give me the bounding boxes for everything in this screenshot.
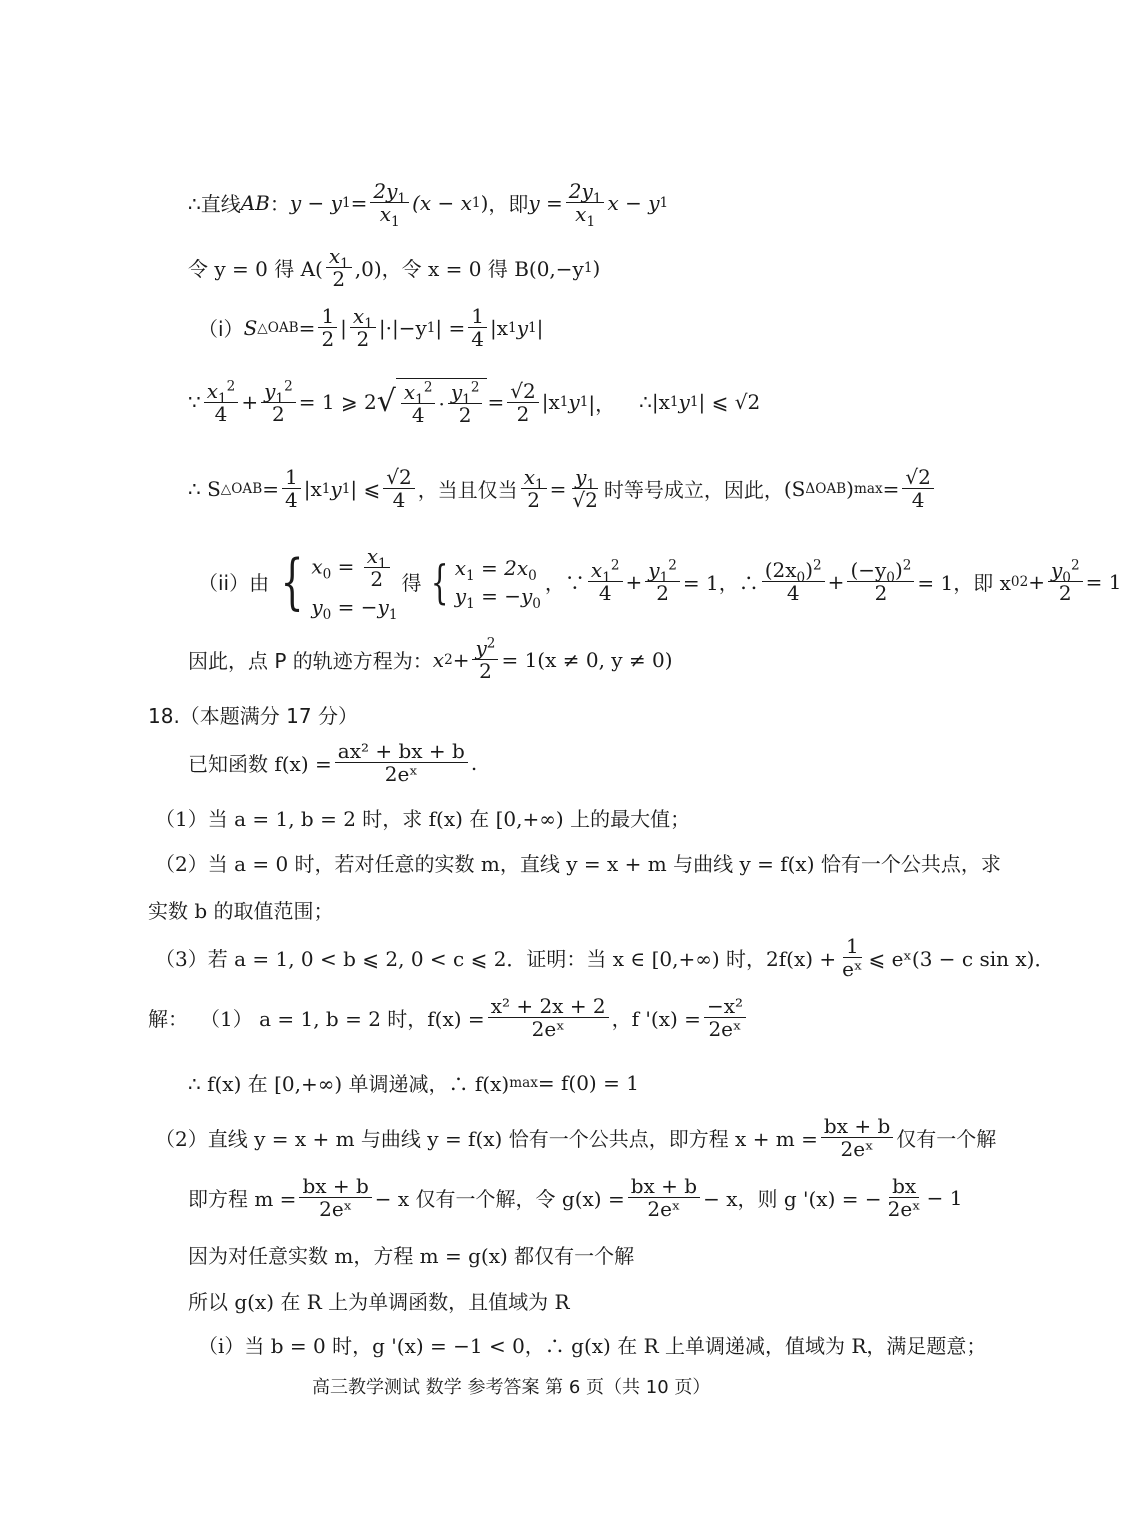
text: 0 (528, 567, 537, 584)
text: − x 仅有一个解，令 g(x) = (374, 1187, 625, 1212)
text: = f(0) = 1 (537, 1070, 639, 1095)
text: （1）当 a = 1, b = 2 时，求 f(x) 在 [0,+∞) 上的最大值； (155, 807, 691, 831)
text: ∴|x (639, 390, 670, 415)
solution-part2-line2 (188, 1175, 963, 1221)
text: x (575, 202, 587, 227)
text: 1 (388, 606, 398, 623)
text: ) (592, 255, 601, 280)
solution-part1 (148, 995, 749, 1041)
fraction (762, 559, 825, 605)
text: 2 (321, 327, 335, 352)
line-am-gm-inequality: ∵ $\frac{x_1^2}{4}$ + $\frac{y_1^2}{2}$ = 1 ⩾ 2 √ $\frac{x_1^2}{4}$ · $\frac{y_1^2}{2}$ = $\frac{√2}{2}$ |x 1 y 1 |， ∴|x 1 y 1 | ⩽ √2 (188, 377, 761, 428)
text: 2eˣ (531, 1017, 565, 1042)
text: 1 (586, 477, 596, 493)
text: y (568, 390, 580, 415)
text: ax² + bx + b (335, 740, 468, 763)
text: y (648, 558, 660, 582)
text: = 1，即 x (917, 571, 1011, 596)
text: 解： (148, 1007, 188, 1032)
text: x (311, 554, 323, 579)
page-footer (312, 1373, 710, 1399)
text: + (827, 569, 845, 594)
text: x − y (607, 190, 660, 215)
text: ∴ f(x) 在 [0,+∞) 单调递减，∴ f(x) (188, 1072, 510, 1096)
solution-part1-conclusion: ∴ f(x) 在 [0,+∞) 单调递减，∴ f(x) max = f(0) = 1 (188, 1068, 639, 1097)
text: | ⩽ √2 (698, 390, 761, 415)
text: 4 (411, 403, 425, 428)
text: = 2x (474, 555, 529, 580)
fraction (847, 559, 914, 605)
fraction (261, 377, 296, 426)
text: 2 (272, 401, 285, 426)
text: y (330, 476, 342, 501)
fraction (448, 381, 483, 427)
fraction (521, 466, 547, 512)
text: 1 (340, 256, 349, 272)
text: y = (528, 190, 563, 215)
text: 2 (284, 377, 293, 394)
text: x (454, 555, 467, 580)
text: 1 (466, 567, 475, 584)
text: = (350, 190, 368, 215)
text: 1 (602, 570, 611, 586)
text: bx + b (628, 1175, 700, 1198)
text: ) (846, 476, 854, 501)
text: 4 (786, 581, 800, 606)
text: + (625, 569, 643, 594)
text: 0 (1062, 570, 1071, 586)
text: 2eˣ (708, 1017, 742, 1042)
text: 时等号成立，因此， (603, 478, 784, 503)
text: + (1028, 569, 1045, 594)
text: = (882, 476, 900, 501)
question-3 (155, 935, 1054, 981)
text: y (311, 594, 323, 619)
fraction (282, 466, 301, 512)
text: 1 (466, 595, 475, 612)
text: 2 (370, 567, 384, 592)
text: x² + 2x + 2 (488, 995, 609, 1018)
text: 1 (659, 570, 669, 586)
text: （i）当 b = 0 时，g '(x) = −1 < 0，∴ g(x) 在 R 上单调递减，值域为 R，满足题意； (198, 1334, 987, 1358)
text: √2 (507, 380, 538, 403)
text: = (298, 315, 316, 340)
fraction (488, 995, 609, 1041)
solution-part2-line4 (188, 1286, 570, 1315)
text: − 1 (926, 1185, 963, 1210)
text: − x，则 g '(x) = − (703, 1187, 882, 1212)
text: x (403, 380, 416, 404)
text: |， (588, 391, 616, 416)
text: = 1，∴ (682, 571, 759, 596)
text: 2 (226, 377, 236, 394)
text: ⩽ eˣ(3 − c sin x)． (868, 947, 1055, 972)
text: 1 (364, 316, 373, 332)
text: x (366, 544, 379, 568)
text: + (241, 390, 259, 415)
text: 仅有一个解 (896, 1127, 997, 1152)
text: 2 (423, 379, 433, 396)
solution-part2-line1 (155, 1115, 996, 1161)
fraction (335, 740, 468, 786)
text: | = (435, 315, 466, 340)
text: = 1(x ≠ 0, y ≠ 0) (501, 647, 673, 672)
text: 4 (392, 488, 406, 513)
text: + (452, 647, 470, 672)
text: (2x (764, 558, 797, 582)
text: （2）当 a = 0 时，若对任意的实数 m，直线 y = x + m 与曲线 y = f(x) 恰有一个公共点，求 (155, 852, 1001, 876)
text: (S (783, 476, 806, 501)
text: 2y (568, 179, 593, 203)
text: ) (805, 558, 814, 582)
fraction (350, 305, 376, 351)
text: 0 (322, 606, 332, 623)
text: 1 (218, 390, 227, 407)
text: |x (490, 315, 509, 340)
text: 2eˣ (887, 1197, 921, 1222)
text: y (1050, 558, 1063, 582)
text: 即方程 m = (188, 1187, 297, 1212)
text: 4 (214, 401, 228, 426)
text: 2 (668, 557, 677, 574)
text: 4 (471, 327, 484, 352)
text: 1 (318, 305, 337, 328)
text: 令 y = 0 得 A( (188, 257, 323, 282)
fraction (885, 1175, 924, 1221)
problem-given-function (188, 740, 477, 786)
fraction (383, 466, 414, 512)
text: 2 (479, 659, 492, 684)
question-2-line1 (155, 848, 1001, 877)
text: ∴ S (188, 476, 221, 501)
text: 1 (275, 390, 285, 407)
text: 18.（本题满分 17 分） (148, 704, 358, 728)
text: y (264, 378, 276, 403)
text: 0 (886, 570, 895, 586)
problem-heading (148, 700, 358, 729)
text: = 1 ⩾ 2 (298, 390, 377, 415)
text: x (590, 558, 603, 582)
text: y (575, 465, 587, 489)
text: （1） a = 1, b = 2 时，f(x) = (200, 1007, 485, 1032)
text: 4 (911, 488, 925, 513)
text: ，即 (488, 192, 529, 217)
text: 1 (586, 214, 596, 231)
question-2-line2 (148, 895, 334, 924)
fraction (401, 381, 436, 427)
line-max-area: ∴ S △OAB = $\frac{1}{4}$ |x 1 y 1 | ⩽ $\frac{√2}{4}$ ，当且仅当 $\frac{x_1}{2}$ = $\frac{y_1}{√2}$ 时等号成立，因此， (S ΔOAB ) max = $\frac{√2}{4}$ (188, 466, 937, 512)
text: 2 (656, 581, 669, 606)
text: 2 (610, 557, 620, 574)
fraction (326, 245, 352, 291)
text: 2eˣ (647, 1197, 681, 1222)
fraction (318, 305, 337, 351)
text: 4 (598, 581, 612, 606)
text: ∵ (188, 390, 201, 415)
solution-part2-line3 (188, 1240, 634, 1269)
fraction (628, 1175, 700, 1221)
fraction (370, 179, 409, 231)
text: 0 (532, 595, 541, 612)
text: 2 (1070, 557, 1080, 574)
text: = 1 (1085, 569, 1121, 594)
square-root: √ $\frac{x_1^2}{4}$ · $\frac{y_1^2}{2}$ (377, 378, 488, 427)
text: S (243, 315, 258, 340)
text: 1 (468, 305, 487, 328)
text: 2 (458, 403, 472, 428)
text: （ii）由 (198, 571, 270, 596)
text: y (516, 315, 528, 340)
text: y − y (289, 190, 342, 215)
fraction (468, 305, 487, 351)
text: x (328, 244, 341, 268)
text: 0 (322, 566, 332, 583)
fraction (704, 995, 746, 1041)
fraction (902, 466, 933, 512)
text: 1 (592, 191, 602, 207)
fraction (839, 935, 865, 981)
text: = (487, 390, 505, 415)
text: 2 (1058, 581, 1072, 606)
fraction (1048, 559, 1083, 605)
text: (−y (850, 558, 887, 582)
text: 所以 g(x) 在 R 上为单调函数，且值域为 R (188, 1290, 570, 1314)
text: 2 (470, 379, 480, 396)
text: 因此，点 P 的轨迹方程为： (188, 649, 433, 674)
fraction (507, 380, 538, 426)
text: 2 (902, 557, 912, 574)
text: 1 (282, 466, 301, 489)
text: 2eˣ (840, 1137, 874, 1162)
text: 2eˣ (319, 1197, 353, 1222)
text: √2 (572, 488, 598, 513)
line-locus-equation: 因此，点 P 的轨迹方程为： x 2 + $\frac{y^2}{2}$ = 1(x ≠ 0, y ≠ 0) (188, 635, 673, 684)
text: 高三教学测试 数学 参考答案 第 6 页（共 10 页） (312, 1377, 711, 1398)
text: 2y (373, 179, 398, 203)
line-ab-equation: ∴直线 AB ： y − y 1 = $\frac{2y_1}{x_1}$ (x − x 1 ) ，即 y = $\frac{2y_1}{x_1}$ x − y 1 (188, 179, 669, 231)
fraction (299, 1175, 371, 1221)
text: （2）直线 y = x + m 与曲线 y = f(x) 恰有一个公共点，即方程 x + m = (155, 1127, 818, 1152)
text: ∴直线 (188, 192, 241, 217)
text: y (454, 583, 467, 608)
text: 2eˣ (384, 762, 418, 787)
text: x (523, 465, 535, 489)
text: eˣ (842, 957, 863, 982)
text: 2 (486, 635, 496, 652)
text: x (432, 647, 445, 672)
text: ) (480, 190, 489, 215)
text: | ⩽ (350, 476, 381, 501)
text: . (470, 750, 478, 775)
text: = −y (331, 594, 389, 619)
text: y (475, 636, 487, 660)
text: x (379, 202, 392, 227)
fraction (204, 377, 239, 426)
text: 2 (332, 267, 346, 292)
text: | (340, 315, 347, 340)
line-area-formula: （i） S △OAB = $\frac{1}{2}$ | $\frac{x_1}{2}$ |·|−y 1 | = $\frac{1}{4}$ |x 1 y 1 | (198, 304, 544, 352)
text: 实数 b 的取值范围； (148, 899, 334, 923)
text: 1 (391, 214, 400, 231)
text: = (331, 554, 361, 579)
text: √2 (902, 466, 933, 489)
text: 1 (843, 935, 862, 958)
text: （3）若 a = 1, 0 < b ⩽ 2, 0 < c ⩽ 2．证明：当 x ∈ [0,+∞) 时，2f(x) + (155, 947, 837, 972)
equation-system: { $x_0$ = $\frac{x_1}{2}$ $y_0 = -y_1$ (280, 544, 398, 623)
fraction (645, 559, 680, 605)
text: AB (240, 190, 270, 215)
text: y (450, 380, 463, 404)
text: bx + b (299, 1175, 371, 1198)
text: 1 (462, 392, 471, 408)
text: 2 (527, 488, 541, 513)
text: bx + b (821, 1115, 893, 1138)
text: ： (269, 192, 290, 217)
text: 0 (796, 570, 806, 586)
fraction (569, 466, 600, 512)
text: 因为对任意实数 m，方程 m = g(x) 都仅有一个解 (188, 1244, 635, 1268)
text: ) (894, 558, 903, 582)
text: | (536, 315, 544, 340)
text: 4 (284, 488, 298, 513)
fraction (472, 637, 498, 683)
text: 1 (397, 191, 407, 207)
line-locus-derivation: （ii）由 { $x_0$ = $\frac{x_1}{2}$ $y_0 = -y_1$ 得 { $x_1 = 2x_0$ $y_1 = -y_0$ ，∵ $\frac{x_1^2}{4}$ + $\frac{y_1^2}{2}$ = 1，∴ $\frac{(2x_0)^2}{4}$ + $\frac{(-y_0)^2}{2}$ = 1，即 x 0 2 + $\frac{y_0^2}{2}$ = 1 (198, 544, 1121, 623)
text: 2 (813, 557, 822, 574)
text: ，当且仅当 (417, 478, 518, 503)
equation-system: { $x_1 = 2x_0$ $y_1 = -y_0$ (431, 554, 541, 612)
text: ，f '(x) = (611, 1007, 701, 1032)
text: |·|−y (378, 315, 427, 340)
text: bx (889, 1175, 919, 1198)
text: ,0)，令 x = 0 得 B(0,−y (354, 257, 584, 282)
text: （i） (198, 317, 244, 342)
text: (x − x (412, 190, 472, 215)
text: 2 (516, 401, 530, 426)
text: 得 (401, 571, 422, 596)
text: 2 (356, 327, 370, 352)
question-1 (155, 803, 690, 832)
text: = (549, 476, 567, 501)
fraction (566, 179, 605, 231)
text: |x (303, 476, 322, 501)
text: = (262, 476, 279, 501)
text: 2 (874, 581, 888, 606)
text: ，∵ (544, 571, 585, 596)
text: x (206, 378, 219, 403)
text: 1 (378, 556, 387, 572)
text: y (678, 390, 690, 415)
text: = −y (474, 583, 533, 608)
text: 已知函数 f(x) = (188, 752, 332, 777)
text: √2 (383, 466, 414, 489)
fraction (588, 559, 623, 605)
solution-part2-case-i (198, 1330, 986, 1359)
text: |x (541, 390, 560, 415)
fraction (364, 545, 390, 591)
text: x (352, 304, 365, 328)
text: −x² (704, 995, 746, 1018)
text: 1 (415, 392, 424, 408)
text: 1 (534, 477, 544, 493)
fraction (821, 1115, 893, 1161)
line-points-ab: 令 y = 0 得 A( $\frac{x_1}{2}$ ,0)，令 x = 0 得 B(0,−y 1 ) (188, 244, 601, 292)
